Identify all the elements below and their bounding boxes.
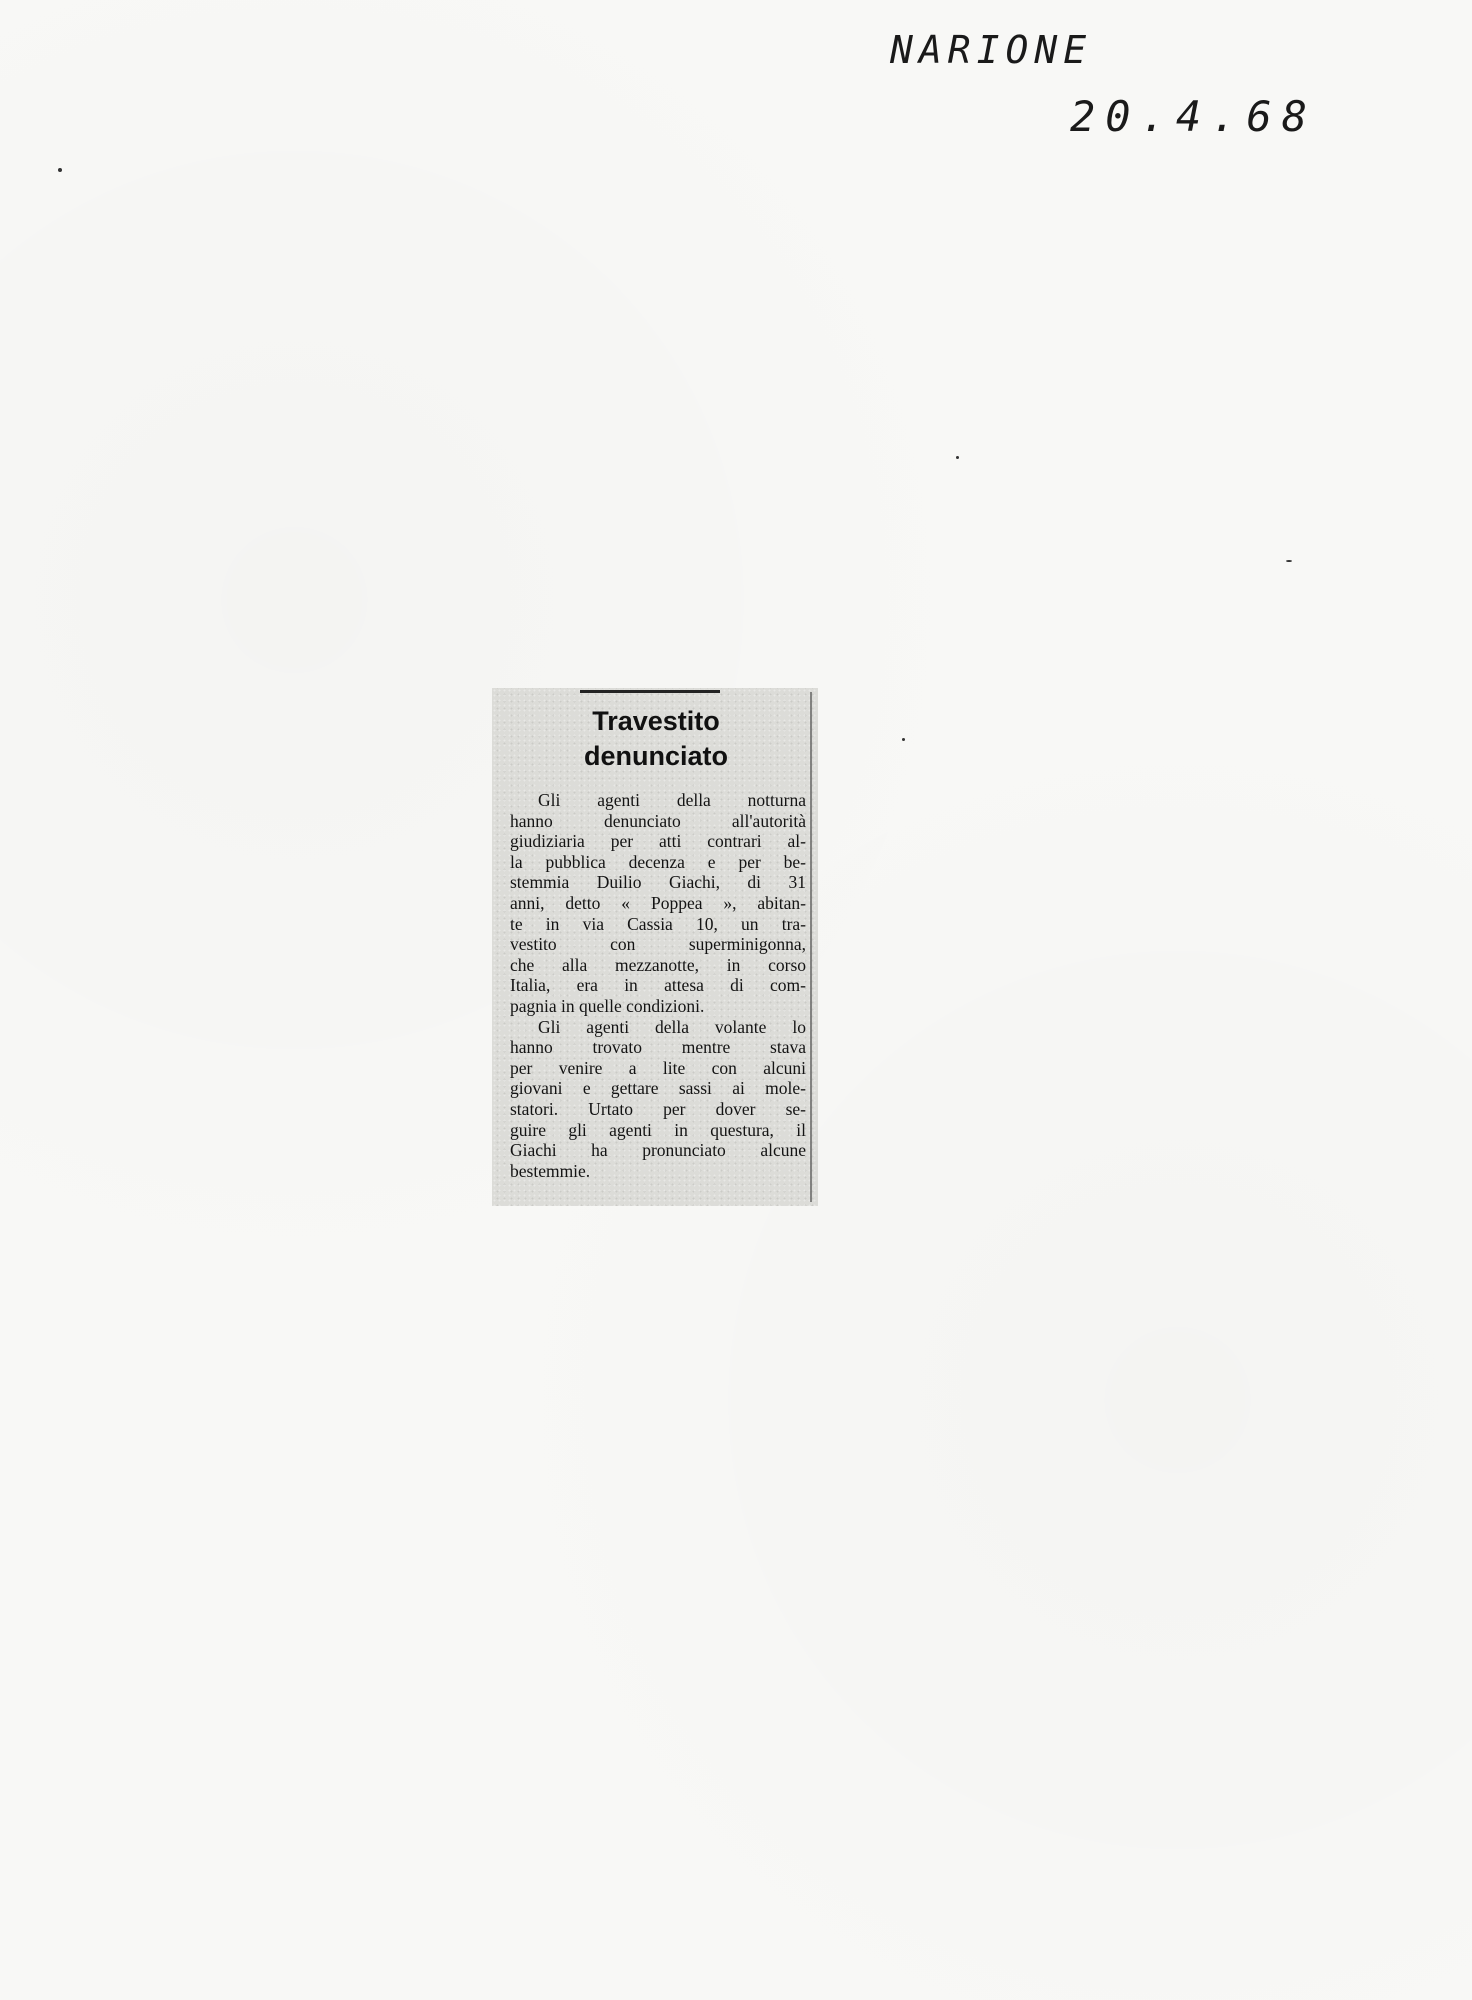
body-line: vestito con superminigonna, (510, 934, 806, 955)
body-line: per venire a lite con alcuni (510, 1057, 806, 1078)
body-line: Gli agenti della volante lo (538, 1016, 806, 1037)
headline-line-2: denunciato (583, 741, 728, 771)
body-line: che alla mezzanotte, in corso (510, 954, 806, 975)
dust-speck (956, 456, 959, 459)
dust-speck (902, 738, 905, 741)
dust-speck (58, 168, 62, 172)
handwritten-date-note: 20.4.68 (1070, 92, 1318, 141)
body-line: bestemmie. (510, 1160, 591, 1181)
body-line: Italia, era in attesa di com- (510, 975, 806, 996)
clipping-headline (506, 688, 806, 774)
body-line: giudiziaria per atti contrari al- (510, 831, 806, 852)
headline-line-1: Travestito (592, 706, 720, 736)
body-line: la pubblica decenza e per be- (510, 851, 806, 872)
body-line: hanno denunciato all'autorità (510, 810, 806, 831)
body-line: Giachi ha pronunciato alcune (510, 1140, 806, 1161)
dust-speck (1286, 560, 1292, 562)
newspaper-clipping (492, 688, 818, 1206)
handwritten-source-note: NARIONE (890, 28, 1093, 72)
body-line: guire gli agenti in questura, il (510, 1119, 806, 1140)
body-line: giovani e gettare sassi ai mole- (510, 1078, 806, 1099)
clipping-column-rule (810, 692, 812, 1202)
clipping-body (506, 790, 806, 1181)
body-line: anni, detto « Poppea », abitan- (510, 892, 806, 913)
body-line: Gli agenti della notturna (538, 790, 806, 810)
clipping-top-rule (580, 690, 720, 693)
body-line: statori. Urtato per dover se- (510, 1098, 806, 1119)
body-line: pagnia in quelle condizioni. (510, 995, 705, 1016)
body-line: stemmia Duilio Giachi, di 31 (510, 872, 806, 893)
body-line: hanno trovato mentre stava (510, 1037, 806, 1058)
body-line: te in via Cassia 10, un tra- (510, 913, 806, 934)
